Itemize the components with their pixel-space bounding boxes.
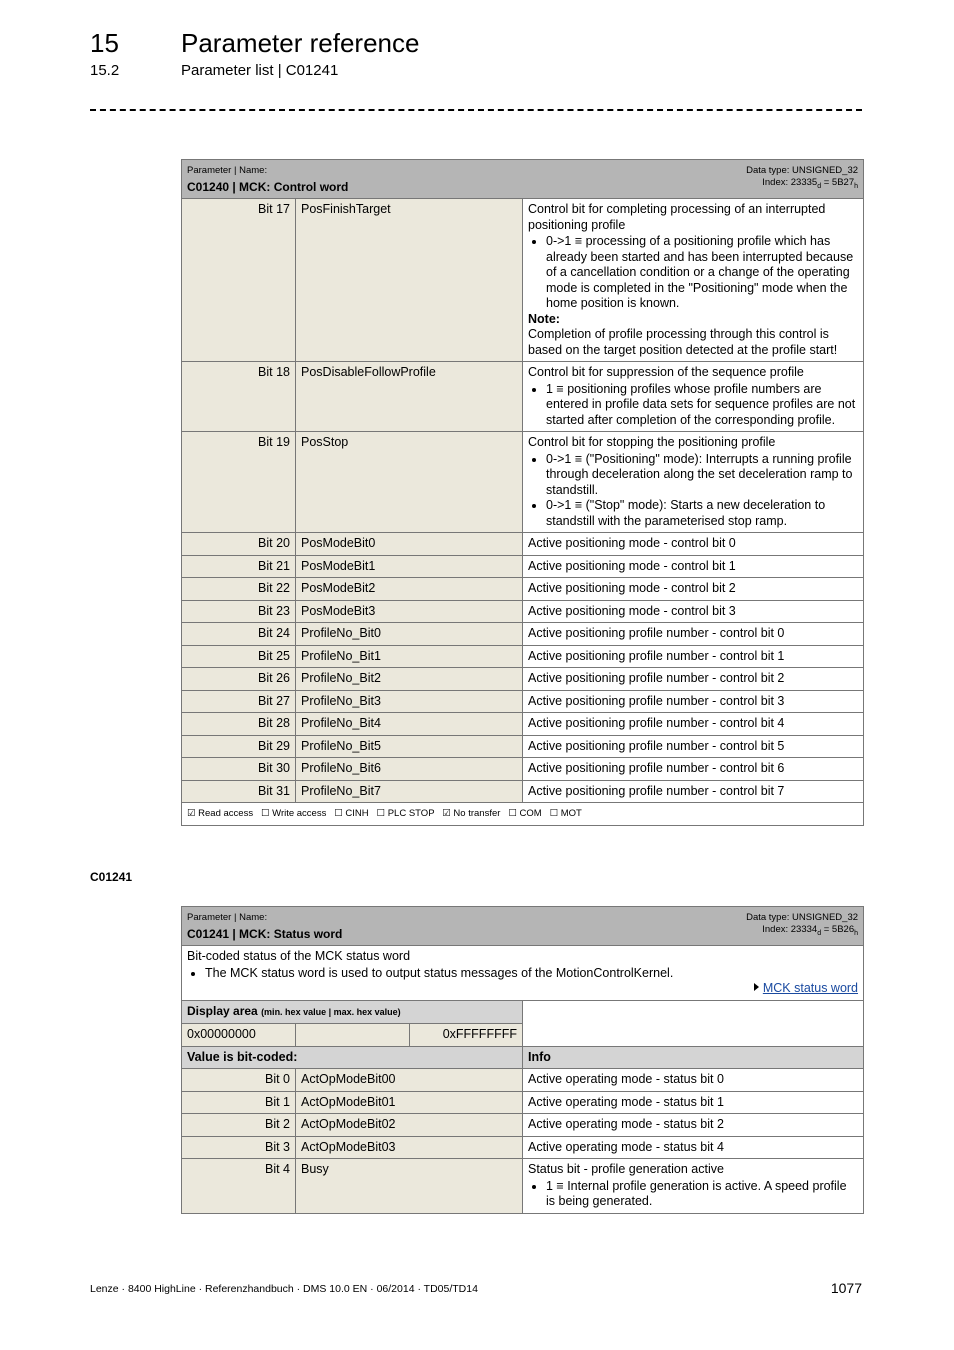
index: Index: $23335_d = 5B27_h$ bbox=[762, 177, 859, 190]
bit-info: Active positioning mode - control bit 2 bbox=[528, 581, 736, 595]
header-label: Parameter | Name: bbox=[187, 912, 268, 923]
bit-name: ProfileNo_Bit5 bbox=[296, 735, 523, 758]
bit-info-cell bbox=[523, 668, 864, 691]
bit-info: Active positioning profile number - control bit 3 bbox=[528, 693, 785, 708]
description: Bit-coded status of the MCK status word bbox=[187, 949, 411, 963]
bit-number: Bit 2 bbox=[182, 1114, 296, 1137]
table-row bbox=[182, 533, 864, 556]
table-row bbox=[182, 1069, 864, 1092]
table-row bbox=[182, 362, 864, 432]
bit-info: Active positioning profile number - control bit 5 bbox=[528, 738, 785, 753]
bit-name: PosDisableFollowProfile bbox=[296, 362, 523, 432]
bit-info-cell bbox=[523, 555, 864, 578]
parameter-name: C01240 | MCK: Control word bbox=[187, 179, 349, 194]
table-row bbox=[182, 735, 864, 758]
bit-number: Bit 23 bbox=[182, 600, 296, 623]
bit-number: Bit 18 bbox=[182, 362, 296, 432]
bit-name: PosModeBit0 bbox=[296, 533, 523, 556]
table-row bbox=[182, 555, 864, 578]
bit-info: Control bit for stopping the positioning profile bbox=[528, 435, 776, 449]
bit-name: PosFinishTarget bbox=[296, 199, 523, 362]
table-row bbox=[182, 713, 864, 736]
parameter-name: C01241 | MCK: Status word bbox=[187, 926, 343, 941]
data-type: Data type: UNSIGNED_32 bbox=[746, 912, 859, 923]
bit-info-cell bbox=[523, 645, 864, 668]
link-row bbox=[187, 981, 858, 997]
bit-info: Active positioning profile number - control bit 0 bbox=[528, 626, 785, 640]
bit-number: Bit 28 bbox=[182, 713, 296, 736]
bit-name: PosModeBit2 bbox=[296, 578, 523, 601]
bit-info: Active positioning profile number - control bit 2 bbox=[528, 671, 785, 685]
bit-number: Bit 29 bbox=[182, 735, 296, 758]
note-label: Note: bbox=[528, 311, 560, 326]
table-row bbox=[182, 578, 864, 601]
bit-name: ActOpModeBit02 bbox=[296, 1114, 523, 1137]
data-type: Data type: UNSIGNED_32 bbox=[746, 165, 859, 176]
bit-info-cell bbox=[523, 713, 864, 736]
bit-info-cell bbox=[523, 623, 864, 646]
table-row bbox=[182, 645, 864, 668]
bit-info: Active positioning mode - control bit 1 bbox=[528, 558, 736, 573]
table-row bbox=[182, 1114, 864, 1137]
bit-info: Active operating mode - status bit 4 bbox=[528, 1139, 724, 1154]
bit-info: Active positioning profile number - control bit 6 bbox=[528, 761, 785, 775]
table-row bbox=[182, 199, 864, 362]
access-flags: ☑ Read access ☐ Write access ☐ CINH ☐ PLC STOP ☑ No transfer ☐ COM ☐ MOT bbox=[182, 803, 864, 826]
section-number: 15.2 bbox=[90, 62, 120, 79]
bit-info-cell bbox=[523, 758, 864, 781]
bit-info: Active operating mode - status bit 2 bbox=[528, 1117, 724, 1131]
bit-info-cell bbox=[523, 600, 864, 623]
c01241-label: C01241 bbox=[90, 870, 133, 884]
table-header bbox=[182, 907, 864, 946]
footer-text: Lenze · 8400 HighLine · Referenzhandbuch · DMS 10.0 EN · 06/2014 · TD05/TD14 bbox=[90, 1283, 478, 1295]
bit-number: Bit 27 bbox=[182, 690, 296, 713]
bit-info-cell bbox=[523, 432, 864, 533]
bit-name: ProfileNo_Bit1 bbox=[296, 645, 523, 668]
bit-name: PosModeBit3 bbox=[296, 600, 523, 623]
bit-name: ActOpModeBit01 bbox=[296, 1091, 523, 1114]
bit-info-cell bbox=[523, 199, 864, 362]
chapter-number: 15 bbox=[90, 28, 119, 58]
bit-number: Bit 22 bbox=[182, 578, 296, 601]
bit-number: Bit 0 bbox=[182, 1069, 296, 1092]
bit-name: ProfileNo_Bit0 bbox=[296, 623, 523, 646]
mck-status-word-link[interactable]: MCK status word bbox=[762, 981, 859, 995]
min-value: 0x00000000 bbox=[182, 1024, 296, 1047]
bit-info: Active positioning mode - control bit 3 bbox=[528, 603, 736, 618]
bit-info-cell bbox=[523, 1091, 864, 1114]
info-bullet: • 0->1 ≡ ("Positioning" mode): Interrupts a running profile through deceleration along the set deceleration ramp to standstill. bbox=[546, 452, 858, 499]
info-bullet: • 0->1 ≡ ("Stop" mode): Starts a new deceleration to standstill with the parameterised stop ramp. bbox=[546, 498, 858, 529]
display-area-header: Display area (min. hex value | max. hex value) bbox=[182, 1000, 523, 1024]
bit-info-cell bbox=[523, 362, 864, 432]
bit-number: Bit 26 bbox=[182, 668, 296, 691]
param-table-c01241 bbox=[181, 906, 864, 1214]
bit-number: Bit 20 bbox=[182, 533, 296, 556]
bit-number: Bit 4 bbox=[182, 1159, 296, 1214]
bit-info: Control bit for suppression of the sequence profile bbox=[528, 365, 804, 379]
table-row bbox=[182, 780, 864, 803]
bit-info: Active positioning mode - control bit 0 bbox=[528, 536, 736, 550]
bit-number: Bit 1 bbox=[182, 1091, 296, 1114]
bit-number: Bit 21 bbox=[182, 555, 296, 578]
chapter-title: Parameter reference bbox=[181, 28, 420, 58]
header-label: Parameter | Name: bbox=[187, 165, 268, 176]
table-row bbox=[182, 668, 864, 691]
bit-info: Active positioning profile number - control bit 7 bbox=[528, 783, 785, 798]
max-value: 0xFFFFFFFF bbox=[410, 1024, 523, 1047]
bit-number: Bit 30 bbox=[182, 758, 296, 781]
table-header bbox=[182, 160, 864, 199]
bit-info-cell bbox=[523, 1136, 864, 1159]
display-area-blank bbox=[523, 1000, 864, 1046]
bit-name: PosStop bbox=[296, 432, 523, 533]
section-title: Parameter list | C01241 bbox=[181, 62, 339, 79]
bit-info-cell bbox=[523, 1114, 864, 1137]
table-row bbox=[182, 690, 864, 713]
bit-name: ActOpModeBit03 bbox=[296, 1136, 523, 1159]
bit-name: Busy bbox=[296, 1159, 523, 1214]
bit-info-cell bbox=[523, 533, 864, 556]
bit-name: ProfileNo_Bit7 bbox=[296, 780, 523, 803]
index: Index: $23334_d = 5B26_h$ bbox=[762, 924, 859, 937]
table-row bbox=[182, 1136, 864, 1159]
table-row bbox=[182, 623, 864, 646]
table-row bbox=[182, 758, 864, 781]
bit-info-cell bbox=[523, 578, 864, 601]
bit-info-cell bbox=[523, 1159, 864, 1214]
bit-name: ProfileNo_Bit4 bbox=[296, 713, 523, 736]
bit-name: ProfileNo_Bit2 bbox=[296, 668, 523, 691]
bit-number: Bit 31 bbox=[182, 780, 296, 803]
bit-info: Control bit for completing processing of an interrupted positioning profile bbox=[528, 202, 826, 232]
table-row bbox=[182, 432, 864, 533]
bit-name: ActOpModeBit00 bbox=[296, 1069, 523, 1092]
bit-info: Active operating mode - status bit 0 bbox=[528, 1072, 724, 1086]
param-table-c01240 bbox=[181, 159, 864, 826]
bit-info-cell bbox=[523, 1069, 864, 1092]
data-type-block bbox=[746, 165, 858, 193]
bit-info-cell bbox=[523, 780, 864, 803]
bit-name: PosModeBit1 bbox=[296, 555, 523, 578]
bit-number: Bit 19 bbox=[182, 432, 296, 533]
bit-info: Status bit - profile generation active bbox=[528, 1162, 724, 1176]
bit-number: Bit 17 bbox=[182, 199, 296, 362]
bit-info: Active positioning profile number - control bit 4 bbox=[528, 716, 785, 730]
description-cell bbox=[182, 946, 864, 1001]
info-bullet: • 1 ≡ Internal profile generation is active. A speed profile is being generated. bbox=[546, 1179, 858, 1210]
page-number: 1077 bbox=[830, 1280, 862, 1296]
bit-number: Bit 24 bbox=[182, 623, 296, 646]
bit-info: Active positioning profile number - control bit 1 bbox=[528, 648, 785, 663]
note-text: Completion of profile processing through this control is based on the target position detected at the profile start! bbox=[528, 327, 838, 357]
bit-info-cell bbox=[523, 690, 864, 713]
bit-info: Active operating mode - status bit 1 bbox=[528, 1094, 724, 1109]
description-bullet: • The MCK status word is used to output status messages of the MotionControlKernel. bbox=[205, 966, 858, 982]
header-divider bbox=[90, 109, 862, 111]
bit-number: Bit 25 bbox=[182, 645, 296, 668]
info-label: Info bbox=[523, 1046, 864, 1069]
bitcoded-label: Value is bit-coded: bbox=[182, 1046, 523, 1069]
table-row bbox=[182, 1159, 864, 1214]
table-row bbox=[182, 1091, 864, 1114]
info-bullet: • 1 ≡ positioning profiles whose profile numbers are entered in profile data sets for sequence profiles are not started after completion of the corresponding profile. bbox=[546, 382, 858, 429]
data-type-block bbox=[746, 912, 858, 940]
empty-cell bbox=[296, 1024, 410, 1047]
info-bullet: • 0->1 ≡ processing of a positioning profile which has already been started and has been interrupted because of a cancellation condition or a change of the operating mode is completed in the "Positioning" mode when the home position is known. bbox=[546, 234, 858, 312]
bit-info-cell bbox=[523, 735, 864, 758]
bit-number: Bit 3 bbox=[182, 1136, 296, 1159]
bit-name: ProfileNo_Bit3 bbox=[296, 690, 523, 713]
table-row bbox=[182, 600, 864, 623]
bit-name: ProfileNo_Bit6 bbox=[296, 758, 523, 781]
arrow-right-icon bbox=[754, 983, 759, 991]
